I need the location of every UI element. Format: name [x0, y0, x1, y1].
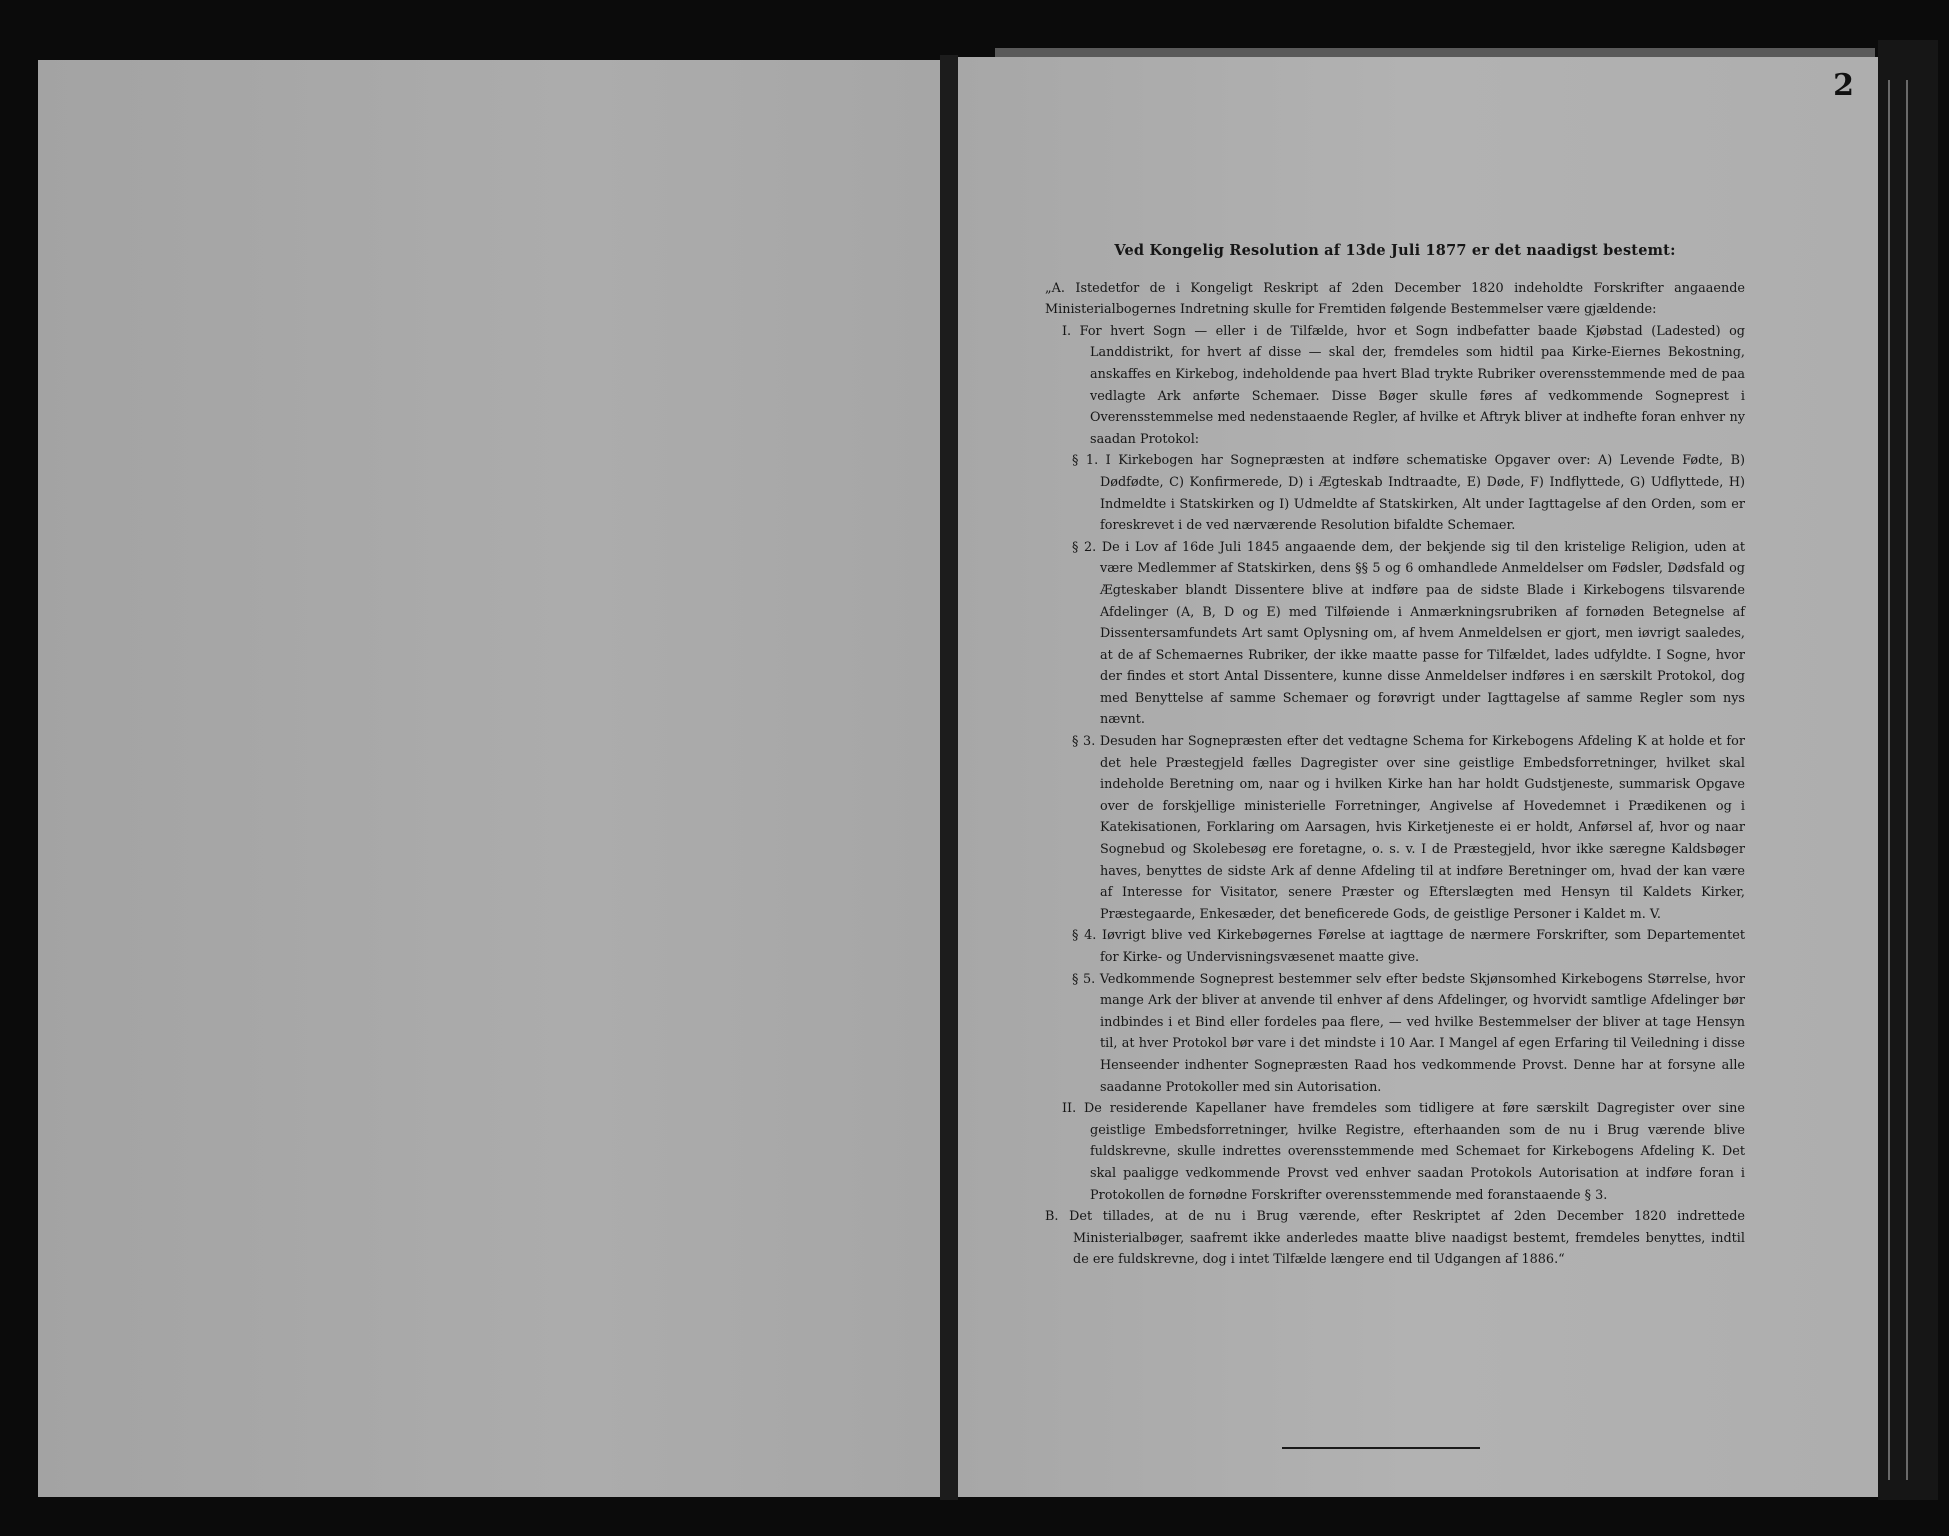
book-gutter — [940, 55, 958, 1500]
paragraph-label: § 2. — [1072, 539, 1097, 555]
paragraph-s1 — [1045, 450, 1745, 536]
page-edge-line — [1906, 80, 1908, 1480]
paragraph-label: § 4. — [1072, 928, 1097, 944]
paragraph-text: Vedkommende Sogneprest bestemmer selv efter bedste Skjønsomhed Kirkebogens Størrelse, hvor mange Ark der bliver at anvende til enhver af dens Afdelinger, og hvorvidt samtlige Afdelinger bør indbindes i et Bind eller fordeles paa flere, — ved hvilke Bestemmelser der bliver at tage Hensyn til, at hver Protokol bør vare i det mindste i 10 Aar. I Mangel af egen Erfaring til Veiledning i disse Henseender indhenter Sognepræsten Raad hos vedkommende Provst. Denne har at forsyne alle saadanne Protokoller med sin Autorisation. — [1099, 971, 1745, 1095]
paragraph-text: For hvert Sogn — eller i de Tilfælde, hvor et Sogn indbefatter baade Kjøbstad (Ladested) og Landdistrikt, for hvert af disse — skal der, fremdeles som hidtil paa Kirke-Eiernes Bekostning, anskaffes en Kirkebog, indeholdende paa hvert Blad trykte Rubriker overensstemmende med de paa vedlagte Ark anførte Schemaer. Disse Bøger skulle føres af vedkommende Sogneprest i Overensstemmelse med nedenstaaende Regler, af hvilke et Aftryk bliver at indhefte foran enhver ny saadan Protokol: — [1079, 323, 1745, 447]
paragraph-b — [1045, 1206, 1745, 1271]
paragraph-s4 — [1045, 925, 1745, 968]
paragraph-s3 — [1045, 731, 1745, 925]
paragraph-text: Istedetfor de i Kongeligt Reskript af 2den December 1820 indeholdte Forskrifter angaaende Ministerialbogernes Indretning skulle for Fremtiden følgende Bestemmelser være gjældende: — [1045, 280, 1745, 318]
page-number: 2 — [1833, 68, 1854, 103]
paragraph-label: „A. — [1045, 280, 1065, 296]
paragraph-label: § 1. — [1072, 453, 1099, 469]
paragraph-text: Det tillades, at de nu i Brug værende, efter Reskriptet af 2den December 1820 indrettede Ministerialbøger, saafremt ikke anderledes maatte blive naadigst bestemt, fremdeles benyttes, indtil de ere fuldskrevne, dog i intet Tilfælde længere end til Udgangen af 1886.“ — [1069, 1209, 1745, 1268]
paragraph-text: De i Lov af 16de Juli 1845 angaaende dem, der bekjende sig til den kristelige Religion, uden at være Medlemmer af Statskirken, dens §§ 5 og 6 omhandlede Anmeldelser om Fødsler, Dødsfald og Ægteskaber blandt Dissentere blive at indføre paa de sidste Blade i Kirkebogens tilsvarende Afdelinger (A, B, D og E) med Tilføiende i Anmærkningsrubriken af fornøden Betegnelse af Dissentersamfundets Art samt Oplysning om, af hvem Anmeldelsen er gjort, men iøvrigt saaledes, at de af Schemaernes Rubriker, der ikke maatte passe for Tilfældet, lades udfyldte. I Sogne, hvor der findes et stort Antal Dissentere, kunne disse Anmeldelser indføres i en særskilt Protokol, dog med Benyttelse af samme Schemaer og forøvrigt under Iagttagelse af samme Regler som nys nævnt. — [1100, 539, 1745, 728]
paragraph-text: Desuden har Sognepræsten efter det vedtagne Schema for Kirkebogens Afdeling K at holde et for det hele Præstegjeld fælles Dagregister over sine geistlige Embedsforretninger, hvilket skal indeholde Beretning om, naar og i hvilken Kirke han har holdt Gudstjeneste, summarisk Opgave over de forskjellige ministerielle Forretninger, Angivelse af Hovedemnet i Prædikenen og i Katekisationen, Forklaring om Aarsagen, hvis Kirketjeneste ei er holdt, Anførsel af, hvor og naar Sognebud og Skolebesøg ere foretagne, o. s. v. I de Præstegjeld, hvor ikke særegne Kaldsbøger haves, benyttes de sidste Ark af denne Afdeling til at indføre Beretninger om, hvad der kan være af Interesse for Visitator, senere Præster og Efterslægten med Hensyn til Kaldets Kirker, Præstegaarde, Enkesæder, det beneficerede Gods, de geistlige Personer i Kaldet m. V. — [1099, 734, 1745, 922]
paragraph-label: § 5. — [1072, 971, 1096, 987]
paragraph-a — [1045, 278, 1745, 321]
resolution-text — [1045, 240, 1745, 1271]
left-page — [38, 60, 940, 1497]
paragraph-label: I. — [1062, 323, 1072, 339]
paragraph-text: De residerende Kapellaner have fremdeles som tidligere at føre særskilt Dagregister over sine geistlige Embedsforretninger, hvilke Registre, efterhaanden som de nu i Brug værende blive fuldskrevne, skulle indrettes overensstemmende med Schemaet for Kirkebogens Afdeling K. Det skal paaligge vedkommende Provst ved enhver saadan Protokols Autorisation at indføre foran i Protokollen de fornødne Forskrifter overensstemmende med foranstaaende § 3. — [1084, 1101, 1745, 1203]
page-edge-line — [1888, 80, 1890, 1480]
paragraph-label: § 3. — [1072, 734, 1096, 750]
page-edge-strip — [1878, 40, 1938, 1500]
paragraph-label: B. — [1045, 1209, 1059, 1225]
paragraph-text: Iøvrigt blive ved Kirkebøgernes Førelse at iagttage de nærmere Forskrifter, som Departementet for Kirke- og Undervisningsvæsenet maatte give. — [1100, 928, 1745, 965]
document-heading: Ved Kongelig Resolution af 13de Juli 1877 er det naadigst bestemt: — [1114, 242, 1676, 259]
closing-rule — [1282, 1447, 1480, 1449]
paragraph-s5 — [1045, 969, 1745, 1099]
paragraph-s2 — [1045, 537, 1745, 731]
paragraph-text: I Kirkebogen har Sognepræsten at indføre schematiske Opgaver over: A) Levende Fødte, B) Dødfødte, C) Konfirmerede, D) i Ægteskab Indtraadte, E) Døde, F) Indflyttede, G) Udflyttede, H) Indmeldte i Statskirken og I) Udmeldte af Statskirken, Alt under Iagttagelse af den Orden, som er foreskrevet i de ved nærværende Resolution bifaldte Schemaer. — [1100, 453, 1745, 534]
paragraph-label: II. — [1062, 1101, 1077, 1117]
paragraph-i — [1045, 321, 1745, 451]
paragraph-ii — [1045, 1098, 1745, 1206]
